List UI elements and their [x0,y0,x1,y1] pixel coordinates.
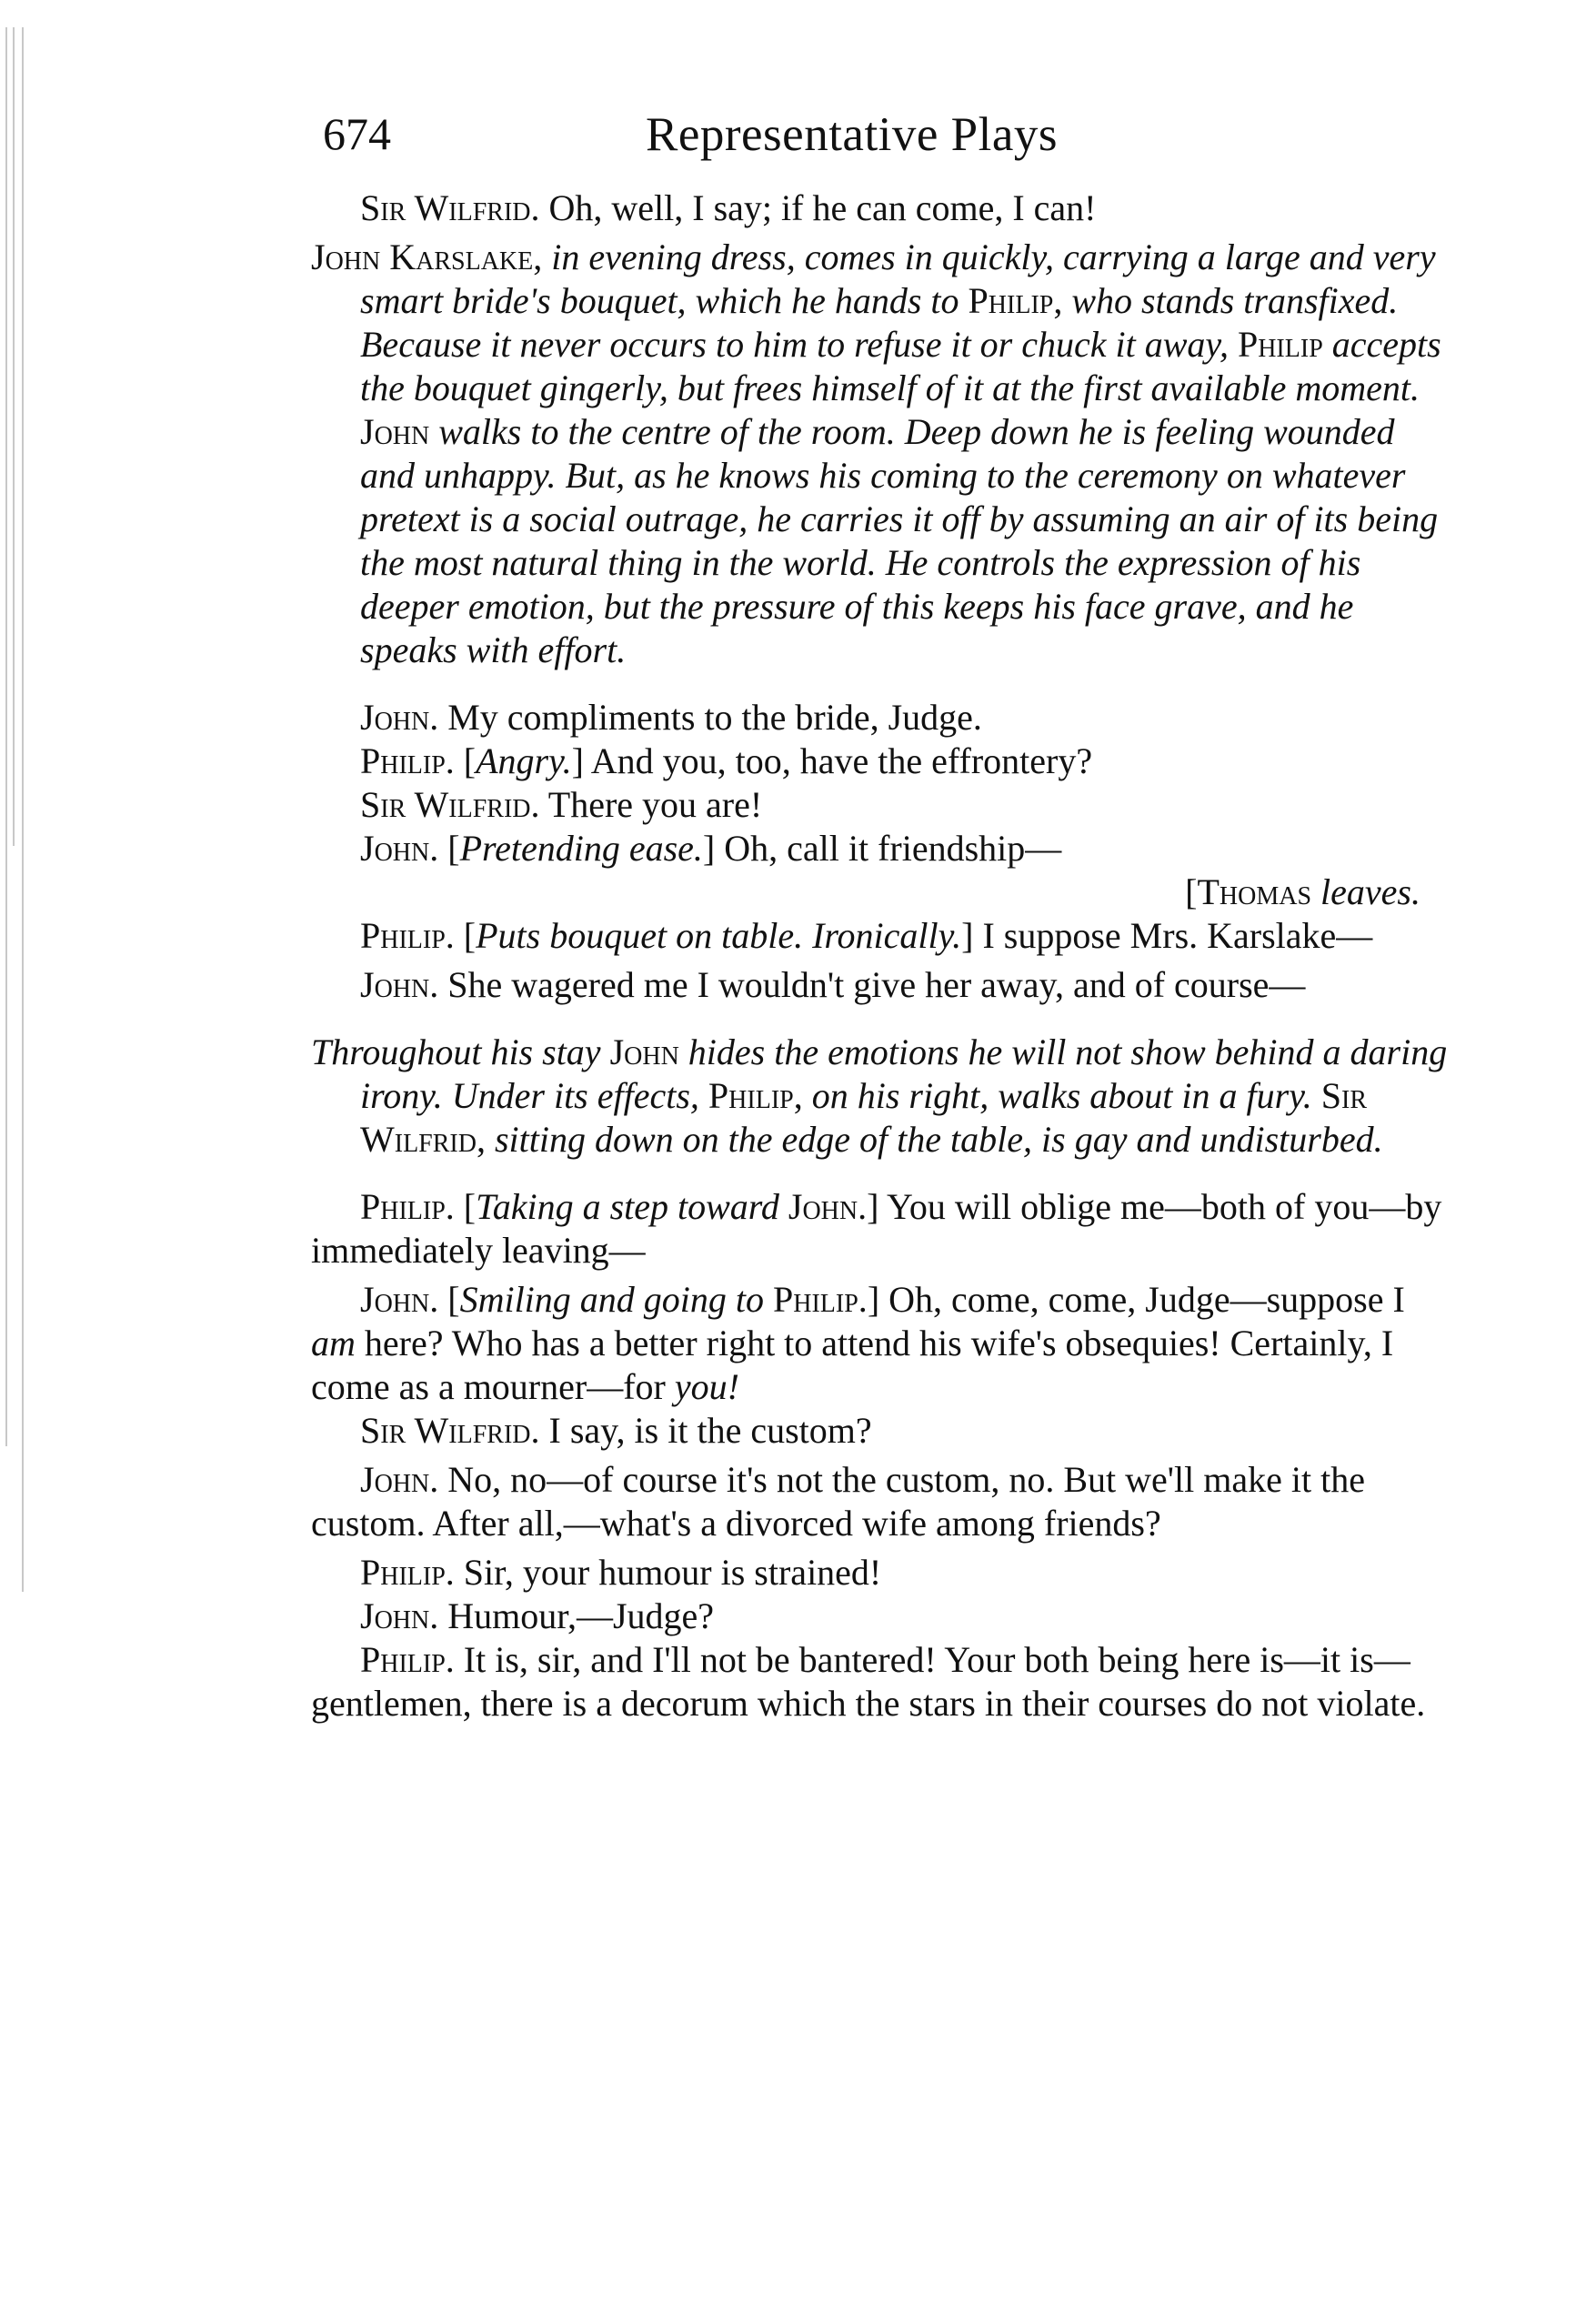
speech: No, no—of course it's not the custom, no. But we'll make it the custom. After all,—what's a divorced wife among friends? [311,1459,1365,1544]
speaker-name: John. [360,1595,439,1636]
speech: It is, sir, and I'll not be bantered! Your both being here is—it is—gentlemen, there is a decorum which the stars in their courses do not violate. [311,1639,1426,1724]
running-head: Representative Plays [646,108,1059,161]
speaker-name: John. [360,1279,439,1320]
dialogue-line [311,186,1448,230]
character-name: Philip. [773,1279,868,1320]
emphasis: you! [674,1366,739,1407]
character-name: Philip [1237,324,1323,365]
speech: Oh, call it friendship— [715,828,1062,869]
inline-direction: Angry. [476,740,572,781]
play-text [311,186,1448,1725]
speech: Oh, come, come, Judge—suppose I [879,1279,1405,1320]
character-name: John [609,1031,679,1072]
dialogue-line [311,1458,1448,1545]
dialogue-line [311,1638,1448,1725]
binding-edge-line [13,27,15,846]
speech: And you, too, have the effrontery? [584,740,1093,781]
speech: I say, is it the custom? [539,1410,872,1451]
speaker-name: John. [360,828,439,869]
character-name: Thomas [1197,871,1312,912]
speech: There you are! [539,784,763,825]
direction-text: walks to the centre of the room. Deep down he is feeling wounded and unhappy. But, as he knows his coming to the ceremony on whatever pretext is a social outrage, he carries it off by assuming an air of its being the most natural thing in the world. He controls the expression of his deeper emotion, but the pressure of this keeps his face grave, and he speaks with effort. [360,411,1439,670]
speech: here? Who has a better right to attend his wife's obsequies! Certainly, I come as a mourner—for [311,1323,1394,1407]
speaker-name: John. [360,964,439,1005]
dialogue-line: Philip. [Puts bouquet on table. Ironically.] I suppose Mrs. Karslake— [360,915,1373,956]
dialogue-line [311,783,1448,827]
speaker-name: Philip. [360,740,455,781]
dialogue-line [311,1409,1448,1453]
direction-text: Throughout his stay [311,1031,610,1072]
speaker-name: John. [360,697,439,738]
binding-edge-line [22,27,24,1592]
speech: My compliments to the bride, Judge. [438,697,982,738]
page-header [323,107,1423,171]
direction-text: sitting down on the edge of the table, is gay and undisturbed. [485,1119,1383,1160]
character-name: John. [788,1186,868,1227]
speaker-name: Philip. [360,1186,455,1227]
speech: Humour,—Judge? [438,1595,715,1636]
emphasis: am [311,1323,356,1363]
inline-direction: Puts bouquet on table. Ironically. [476,915,962,956]
speaker-name: Philip. [360,915,455,956]
dialogue-line [311,963,1448,1007]
dialogue-line [311,1551,1448,1595]
character-name: Sir Wilfrid, [360,1075,1368,1160]
dialogue-line: Philip. [Taking a step toward John.] You will oblige me—both of you—by immediately leaving— [311,1186,1442,1271]
direction-text: on his right, walks about in a fury. [802,1075,1321,1116]
inline-direction: Smiling and going to [459,1279,774,1320]
speech: Oh, well, I say; if he can come, I can! [539,187,1097,228]
speech: I suppose Mrs. Karslake— [973,915,1373,956]
speech: Sir, your humour is strained! [454,1552,882,1593]
direction-text: leaves. [1311,871,1420,912]
dialogue-line: Philip. [Angry.] And you, too, have the effrontery? [360,740,1093,781]
speaker-name: John. [360,1459,439,1500]
speaker-name: Sir Wilfrid. [360,1410,540,1451]
dialogue-line: John. [Pretending ease.] Oh, call it friendship— [360,828,1062,869]
speaker-name: Sir Wilfrid. [360,784,540,825]
direction-text: accepts the bouquet gingerly, but frees himself of it at the first available moment. [360,324,1441,408]
character-name: John Karslake, [311,236,543,277]
inline-direction: Pretending ease. [459,828,703,869]
character-name: Philip, [708,1075,803,1116]
stage-direction [311,1031,1448,1162]
exit-direction: [Thomas leaves. [1185,871,1420,912]
direction-text: hides the emotions he will not show behind a daring irony. Under its effects, [360,1031,1448,1116]
page-number: 674 [323,108,391,159]
direction-text: who stands transfixed. Because it never occurs to him to refuse it or chuck it away, [360,280,1399,365]
binding-edge-line [5,27,7,1446]
character-name: Philip, [968,280,1063,321]
dialogue-line: John. [Smiling and going to Philip.] Oh, come, come, Judge—suppose I am here? Who has a better right to attend his wife's obsequies! Certainly, I come as a mourner—for you! [311,1279,1405,1407]
speech: You will oblige me—both of you—by immediately leaving— [311,1186,1442,1271]
speaker-name: Philip. [360,1639,455,1680]
stage-direction [311,236,1448,672]
character-name: John [360,411,430,452]
speech: She wagered me I wouldn't give her away, and of course— [438,964,1306,1005]
direction-text: in evening dress, comes in quickly, carrying a large and very smart bride's bouquet, which he hands to [360,236,1436,321]
inline-direction: Taking a step toward [476,1186,788,1227]
speaker-name: Philip. [360,1552,455,1593]
dialogue-line [311,696,1448,739]
dialogue-line [311,1595,1448,1638]
speaker-name: Sir Wilfrid. [360,187,540,228]
